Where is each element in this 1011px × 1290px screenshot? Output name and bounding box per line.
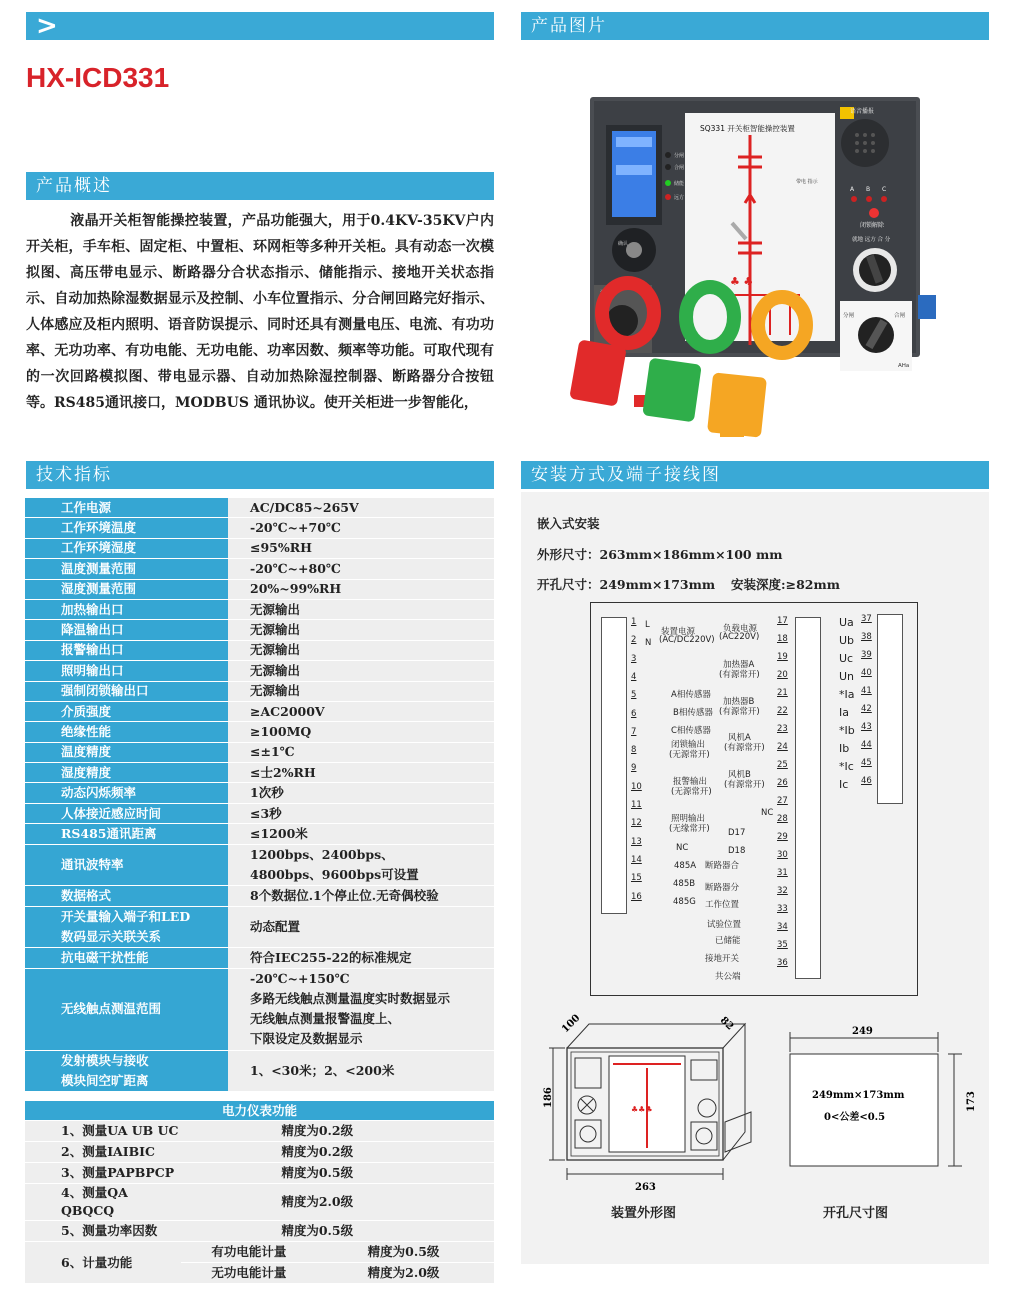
spec-value-line: 1次秒 xyxy=(250,785,284,801)
overview-header xyxy=(26,172,494,200)
right-terminal-label: Ic xyxy=(839,778,849,791)
left-terminal-label: 485B xyxy=(673,879,696,889)
left-terminal-number: 1 xyxy=(631,617,637,627)
left-terminal-number: 4 xyxy=(631,671,637,682)
knob2-close-label: 合闸 xyxy=(894,313,906,319)
spec-key xyxy=(25,538,228,558)
spec-key xyxy=(25,498,228,518)
middle-terminal-label-sub: (有源常开) xyxy=(719,707,760,717)
spec-value-line: -20℃~+70℃ xyxy=(250,520,341,536)
device-photo xyxy=(560,95,950,455)
pf-name: 6、计量功能 xyxy=(25,1242,181,1284)
spec-value xyxy=(228,518,494,538)
middle-terminal-number: 33 xyxy=(777,904,788,914)
spec-value-line: 8个数据位.1个停止位.无奇偶校验 xyxy=(250,887,439,903)
left-terminal-pin: L xyxy=(645,620,650,630)
spec-key-line: 湿度测量范围 xyxy=(61,581,137,597)
indicator-label-1: 分闸 xyxy=(674,153,685,159)
pf-name: 5、测量功率因数 xyxy=(25,1221,181,1242)
middle-terminal-label-sub: (有源常开) xyxy=(724,743,765,753)
spec-value-line: 无线触点测量报警温度上、 xyxy=(250,1011,401,1027)
middle-terminal-number: 20 xyxy=(777,670,788,680)
spec-value xyxy=(228,640,494,660)
left-terminal-number: 5 xyxy=(631,690,637,701)
power-function-title: 电力仪表功能 xyxy=(25,1101,494,1121)
spec-value xyxy=(228,722,494,742)
middle-terminal-number: 24 xyxy=(777,742,788,752)
product-image-header xyxy=(521,12,989,40)
left-terminal-label: 报警输出 xyxy=(673,777,708,787)
middle-terminal-label: 断路器分 xyxy=(705,883,740,893)
spec-key xyxy=(25,701,228,721)
spec-key-line: 数据格式 xyxy=(61,887,112,903)
spec-value xyxy=(228,1050,494,1092)
spec-value-line: 无源输出 xyxy=(250,683,301,699)
spec-row xyxy=(25,824,494,844)
middle-terminal-label: 加热器B xyxy=(723,697,755,707)
middle-terminal-label: 已储能 xyxy=(715,936,741,946)
spec-row xyxy=(25,681,494,701)
spec-key xyxy=(25,906,228,948)
panel-title: SQ331 开关柜智能操控装置 xyxy=(700,124,795,133)
right-terminal-label: Ia xyxy=(839,706,849,719)
left-terminal-number: 13 xyxy=(631,836,642,847)
spec-value-line: -20℃~+150℃ xyxy=(250,971,350,987)
left-terminal-label-sub: (无源常开) xyxy=(669,750,710,760)
right-terminal-number: 37 xyxy=(861,614,872,624)
spec-key-line: 照明输出口 xyxy=(61,662,124,678)
spec-key-line: 人体接近感应时间 xyxy=(61,805,162,821)
outline-height: 186 xyxy=(543,1087,554,1108)
spec-key-line: 工作电源 xyxy=(61,499,112,515)
left-terminal-label: A相传感器 xyxy=(671,690,711,700)
left-terminal-number: 2 xyxy=(631,635,637,646)
pf-acc: 精度为0.5级 xyxy=(181,1221,494,1242)
pf-sub-name: 有功电能计量 xyxy=(181,1242,337,1263)
right-terminal-number: 41 xyxy=(861,686,872,696)
knob2-open-label: 分闸 xyxy=(843,313,855,319)
svg-text:♣ ♣: ♣ ♣ xyxy=(730,275,754,288)
right-terminal-number: 39 xyxy=(861,650,872,660)
middle-terminal-label: 接地开关 xyxy=(705,954,740,964)
spec-key-line: 模块间空旷距离 xyxy=(61,1073,149,1089)
spec-row xyxy=(25,803,494,823)
specs-title: 技术指标 xyxy=(36,465,112,485)
knob2-brand: AHa xyxy=(898,363,910,369)
middle-terminal-number: 25 xyxy=(777,760,788,770)
left-terminal-number: 12 xyxy=(631,818,642,829)
cutout-size: 249mm×173mm xyxy=(812,1090,905,1101)
spec-value xyxy=(228,599,494,619)
spec-value xyxy=(228,661,494,681)
outline-drawing xyxy=(535,1012,765,1212)
spec-key xyxy=(25,824,228,844)
pf-acc: 精度为0.2级 xyxy=(181,1121,494,1142)
spec-value xyxy=(228,763,494,783)
spec-value xyxy=(228,538,494,558)
product-image-title: 产品图片 xyxy=(531,16,607,36)
middle-terminal-number: 27 xyxy=(777,796,788,806)
left-terminal-label: NC xyxy=(676,843,689,853)
right-terminal-label: Ib xyxy=(839,742,850,755)
left-terminal-label: 485G xyxy=(673,897,696,907)
voice-label: 语音播报 xyxy=(850,108,875,115)
spec-key-line: 温度测量范围 xyxy=(61,560,137,576)
spec-key xyxy=(25,722,228,742)
left-terminal-label-sub: (无缘常开) xyxy=(669,824,710,834)
spec-value-line: 1200bps、2400bps、 xyxy=(250,846,394,862)
spec-key-line: 数码显示关联关系 xyxy=(61,928,162,944)
spec-key xyxy=(25,844,228,886)
spec-row xyxy=(25,579,494,599)
left-terminal-number: 7 xyxy=(631,726,637,737)
spec-value xyxy=(228,968,494,1050)
middle-terminal-label-sub: (有源常开) xyxy=(724,780,765,790)
spec-value xyxy=(228,742,494,762)
pf-acc: 精度为2.0级 xyxy=(181,1184,494,1221)
middle-terminal-number: 30 xyxy=(777,850,788,860)
spec-value xyxy=(228,681,494,701)
cutout-caption: 开孔尺寸图 xyxy=(823,1206,889,1221)
middle-terminal-number: 29 xyxy=(777,832,788,842)
power-function-table xyxy=(25,1101,494,1284)
middle-terminal-number: 28 xyxy=(777,814,788,824)
left-knob-label: 温控 xyxy=(600,290,613,297)
left-terminal-pin: N xyxy=(645,638,652,649)
left-terminal-label: 装置电源 xyxy=(661,627,696,637)
spec-value xyxy=(228,886,494,906)
spec-row xyxy=(25,620,494,640)
phase-a: A xyxy=(850,186,855,193)
spec-value xyxy=(228,906,494,948)
specs-table xyxy=(25,498,494,1092)
middle-terminal-label-sub: (有源常开) xyxy=(719,670,760,680)
right-terminal-label: *Ib xyxy=(839,724,855,737)
left-terminal-number: 6 xyxy=(631,708,637,719)
left-terminal-number: 14 xyxy=(631,854,642,865)
spec-key xyxy=(25,968,228,1050)
right-terminal-number: 40 xyxy=(861,668,872,678)
spec-key xyxy=(25,886,228,906)
left-header-bar xyxy=(26,12,494,40)
spec-row xyxy=(25,559,494,579)
spec-key-line: 强制闭锁输出口 xyxy=(61,683,149,699)
spec-value-line: 无源输出 xyxy=(250,642,301,658)
spec-value xyxy=(228,620,494,640)
spec-key xyxy=(25,559,228,579)
right-terminal-label: Uc xyxy=(839,652,854,665)
spec-value-line: ≤3秒 xyxy=(250,805,282,821)
spec-value-line: ≥AC2000V xyxy=(250,703,325,719)
spec-row xyxy=(25,599,494,619)
spec-key-line: 开关量输入端子和LED xyxy=(61,908,191,924)
spec-row xyxy=(25,701,494,721)
spec-key-line: 动态闪烁频率 xyxy=(61,785,137,801)
install-header xyxy=(521,461,989,489)
spec-key xyxy=(25,599,228,619)
spec-key-line: 抗电磁干扰性能 xyxy=(61,949,149,965)
spec-key-line: 加热输出口 xyxy=(61,601,124,617)
left-terminal-number: 10 xyxy=(631,781,642,792)
middle-terminal-label: 工作位置 xyxy=(705,900,740,910)
chevron-right-icon: > xyxy=(36,11,58,41)
middle-terminal-number: 22 xyxy=(777,706,788,716)
spec-row xyxy=(25,498,494,518)
middle-terminal-label: 加热器A xyxy=(723,660,755,670)
spec-row xyxy=(25,538,494,558)
cutout-width: 249 xyxy=(852,1026,873,1037)
spec-key-line: 介质强度 xyxy=(61,703,112,719)
spec-value-line: ≤±1℃ xyxy=(250,744,295,760)
right-terminal-number: 42 xyxy=(861,704,872,714)
lock-release-label: 闭锁解除 xyxy=(860,222,885,229)
right-terminal-number: 38 xyxy=(861,632,872,642)
spec-value xyxy=(228,701,494,721)
pf-acc: 精度为2.0级 xyxy=(338,1263,494,1284)
spec-key xyxy=(25,640,228,660)
pf-acc: 精度为0.5级 xyxy=(181,1163,494,1184)
left-terminal-number: 15 xyxy=(631,873,642,884)
spec-key-line: 绝缘性能 xyxy=(61,723,112,739)
right-terminal-label: *Ia xyxy=(839,688,855,701)
spec-key xyxy=(25,661,228,681)
spec-value-line: 无源输出 xyxy=(250,662,301,678)
install-line-2: 外形尺寸：263mm×186mm×100 mm xyxy=(537,547,783,562)
outline-depth-2: 82 xyxy=(717,1014,736,1033)
left-terminal-label: 485A xyxy=(674,861,697,871)
spec-value-line: 无源输出 xyxy=(250,622,301,638)
terminal-block-left xyxy=(601,617,627,914)
outline-depth-1: 100 xyxy=(559,1012,583,1036)
spec-value-line: AC/DC85~265V xyxy=(250,499,359,515)
outline-width: 263 xyxy=(635,1182,656,1193)
middle-terminal-label: 负载电源 xyxy=(723,624,758,634)
spec-value-line: 下限设定及数据显示 xyxy=(250,1031,363,1047)
spec-key-line: 降温输出口 xyxy=(61,622,124,638)
spec-value xyxy=(228,844,494,886)
confirm-button-label: 确认 xyxy=(618,241,629,247)
middle-terminal-number: 31 xyxy=(777,868,788,878)
spec-row xyxy=(25,742,494,762)
spec-row xyxy=(25,1050,494,1092)
terminal-block-right xyxy=(877,614,903,804)
spec-value-line: ≤1200米 xyxy=(250,825,308,841)
spec-row xyxy=(25,518,494,538)
spec-value-line: 多路无线触点测量温度实时数据显示 xyxy=(250,991,451,1007)
cutout-height: 173 xyxy=(966,1091,977,1112)
middle-terminal-number: 17 xyxy=(777,616,788,626)
spec-key xyxy=(25,763,228,783)
pf-acc: 精度为0.5级 xyxy=(338,1242,494,1263)
middle-terminal-label: D18 xyxy=(728,846,746,856)
spec-value-line: 1、<30米；2、<200米 xyxy=(250,1063,395,1079)
spec-row xyxy=(25,968,494,1050)
spec-value-line: 20%~99%RH xyxy=(250,581,342,597)
install-title: 安装方式及端子接线图 xyxy=(531,465,721,485)
right-terminal-label: Un xyxy=(839,670,855,683)
right-terminal-label: *Ic xyxy=(839,760,854,773)
spec-key-line: 湿度精度 xyxy=(61,764,112,780)
pf-name: 4、测量QA QBQCQ xyxy=(25,1184,181,1221)
right-terminal-number: 43 xyxy=(861,722,872,732)
pf-name: 1、测量UA UB UC xyxy=(25,1121,181,1142)
live-indicator-label: 带电 指示 xyxy=(796,179,818,185)
terminal-block-middle xyxy=(795,617,821,979)
spec-row xyxy=(25,886,494,906)
spec-row xyxy=(25,763,494,783)
spec-value-line: ≤95%RH xyxy=(250,540,312,556)
outline-caption: 装置外形图 xyxy=(611,1206,677,1221)
left-terminal-number: 3 xyxy=(631,653,637,664)
spec-value xyxy=(228,498,494,518)
spec-row xyxy=(25,661,494,681)
middle-terminal-label: NC xyxy=(761,808,774,818)
left-terminal-number: 16 xyxy=(631,891,642,902)
middle-terminal-number: 32 xyxy=(777,886,788,896)
right-terminal-label: Ua xyxy=(839,616,854,629)
spec-value-line: 符合IEC255-22的标准规定 xyxy=(250,949,412,965)
install-line-1: 嵌入式安装 xyxy=(537,516,600,531)
left-terminal-number: 8 xyxy=(631,745,637,756)
middle-terminal-number: 36 xyxy=(777,958,788,968)
middle-terminal-number: 21 xyxy=(777,688,788,698)
left-terminal-label: 照明输出 xyxy=(671,814,706,824)
spec-key xyxy=(25,1050,228,1092)
spec-key-line: 工作环境温度 xyxy=(61,520,137,536)
right-terminal-label: Ub xyxy=(839,634,855,647)
indicator-label-3: 储能 xyxy=(674,181,685,187)
spec-row xyxy=(25,722,494,742)
right-terminal-number: 44 xyxy=(861,740,872,750)
spec-value-line: 动态配置 xyxy=(250,918,301,934)
pf-name: 2、测量IAIBIC xyxy=(25,1142,181,1163)
spec-value-line: ≤士2%RH xyxy=(250,764,316,780)
model-title: HX-ICD331 xyxy=(26,62,170,93)
spec-value xyxy=(228,783,494,803)
spec-key xyxy=(25,681,228,701)
right-terminal-number: 46 xyxy=(861,776,872,786)
spec-key xyxy=(25,783,228,803)
cutout-tolerance: 0<公差<0.5 xyxy=(824,1112,886,1123)
spec-value-line: 无源输出 xyxy=(250,601,301,617)
overview-title: 产品概述 xyxy=(36,176,112,196)
specs-header xyxy=(26,461,494,489)
install-line-3b: 安装深度:≥82mm xyxy=(731,577,840,592)
middle-terminal-number: 19 xyxy=(777,652,788,662)
spec-key-line: 报警输出口 xyxy=(61,642,124,658)
spec-value-line: 4800bps、9600bps可设置 xyxy=(250,866,419,882)
left-terminal-label-sub: (无源常开) xyxy=(671,787,712,797)
phase-b: B xyxy=(866,186,871,193)
spec-key xyxy=(25,579,228,599)
pf-sub-name: 无功电能计量 xyxy=(181,1263,337,1284)
spec-value xyxy=(228,948,494,968)
middle-terminal-label: 断路器合 xyxy=(705,861,740,871)
spec-row xyxy=(25,948,494,968)
left-terminal-label: 闭锁输出 xyxy=(671,740,706,750)
left-terminal-label-sub: (AC/DC220V) xyxy=(659,635,715,645)
indicator-label-4: 远方 xyxy=(674,195,685,201)
left-terminal-number: 11 xyxy=(631,800,642,810)
spec-key-line: 通讯波特率 xyxy=(61,856,124,872)
spec-value xyxy=(228,579,494,599)
spec-row xyxy=(25,844,494,886)
middle-terminal-label: D17 xyxy=(728,828,746,838)
left-terminal-number: 9 xyxy=(631,763,637,774)
phase-c: C xyxy=(882,186,887,193)
spec-key xyxy=(25,803,228,823)
install-panel xyxy=(521,492,989,1264)
install-line-3a: 开孔尺寸：249mm×173mm xyxy=(537,577,716,592)
middle-terminal-number: 34 xyxy=(777,922,788,932)
spec-value-line: ≥100MQ xyxy=(250,723,312,739)
middle-terminal-label: 试验位置 xyxy=(707,920,742,930)
spec-key-line: 发射模块与接收 xyxy=(61,1053,149,1069)
middle-terminal-label: 共公端 xyxy=(715,972,741,982)
right-terminal-number: 45 xyxy=(861,758,872,768)
spec-value xyxy=(228,824,494,844)
svg-text:♣♣♣: ♣♣♣ xyxy=(631,1105,653,1114)
pf-name: 3、测量PAPBPCP xyxy=(25,1163,181,1184)
spec-key xyxy=(25,620,228,640)
left-terminal-label: C相传感器 xyxy=(671,726,711,736)
spec-row xyxy=(25,640,494,660)
indicator-label-2: 合闸 xyxy=(674,165,685,171)
middle-terminal-label-sub: (AC220V) xyxy=(719,632,760,642)
spec-value-line: -20℃~+80℃ xyxy=(250,560,341,576)
spec-key-line: RS485通讯距离 xyxy=(61,825,157,841)
spec-value xyxy=(228,559,494,579)
spec-key-line: 温度精度 xyxy=(61,744,112,760)
spec-key-line: 工作环境湿度 xyxy=(61,540,137,556)
spec-row xyxy=(25,906,494,948)
middle-terminal-number: 26 xyxy=(777,778,788,788)
left-terminal-label: B相传感器 xyxy=(673,708,713,718)
spec-key xyxy=(25,948,228,968)
middle-terminal-number: 18 xyxy=(777,634,788,644)
spec-value xyxy=(228,803,494,823)
middle-terminal-label: 风机B xyxy=(728,770,751,780)
spec-row xyxy=(25,783,494,803)
cutout-drawing xyxy=(776,1022,981,1192)
spec-key xyxy=(25,742,228,762)
middle-terminal-number: 23 xyxy=(777,724,788,734)
spec-key xyxy=(25,518,228,538)
overview-text: 液晶开关柜智能操控装置，产品功能强大，用于0.4KV-35KV户内开关柜，手车柜、固定柜、中置柜、环网柜等多种开关柜。具有动态一次模拟图、高压带电显示、断路器分合状态指示、储能指示、接地开关状态指示、自动加热除湿数据显示及控制、小车位置指示、分合闸回路完好指示、人体感应及柜内照明、语音防误提示、同时还具有测量电压、电流、有功功率、无功功率、有功电能、无功电能、功率因数、频率等功能。可取代现有的一次回路模拟图、带电显示器、自动加热除湿控制器、断路器分合按钮等。RS485通讯接口，MODBUS 通讯协议。使开关柜进一步智能化， xyxy=(26,213,494,411)
pf-acc: 精度为0.2级 xyxy=(181,1142,494,1163)
middle-terminal-label: 风机A xyxy=(728,733,751,743)
knob1-label: 就地 远方 合 分 xyxy=(852,237,891,243)
spec-key-line: 无线触点测温范围 xyxy=(61,1001,162,1017)
middle-terminal-number: 35 xyxy=(777,940,788,950)
